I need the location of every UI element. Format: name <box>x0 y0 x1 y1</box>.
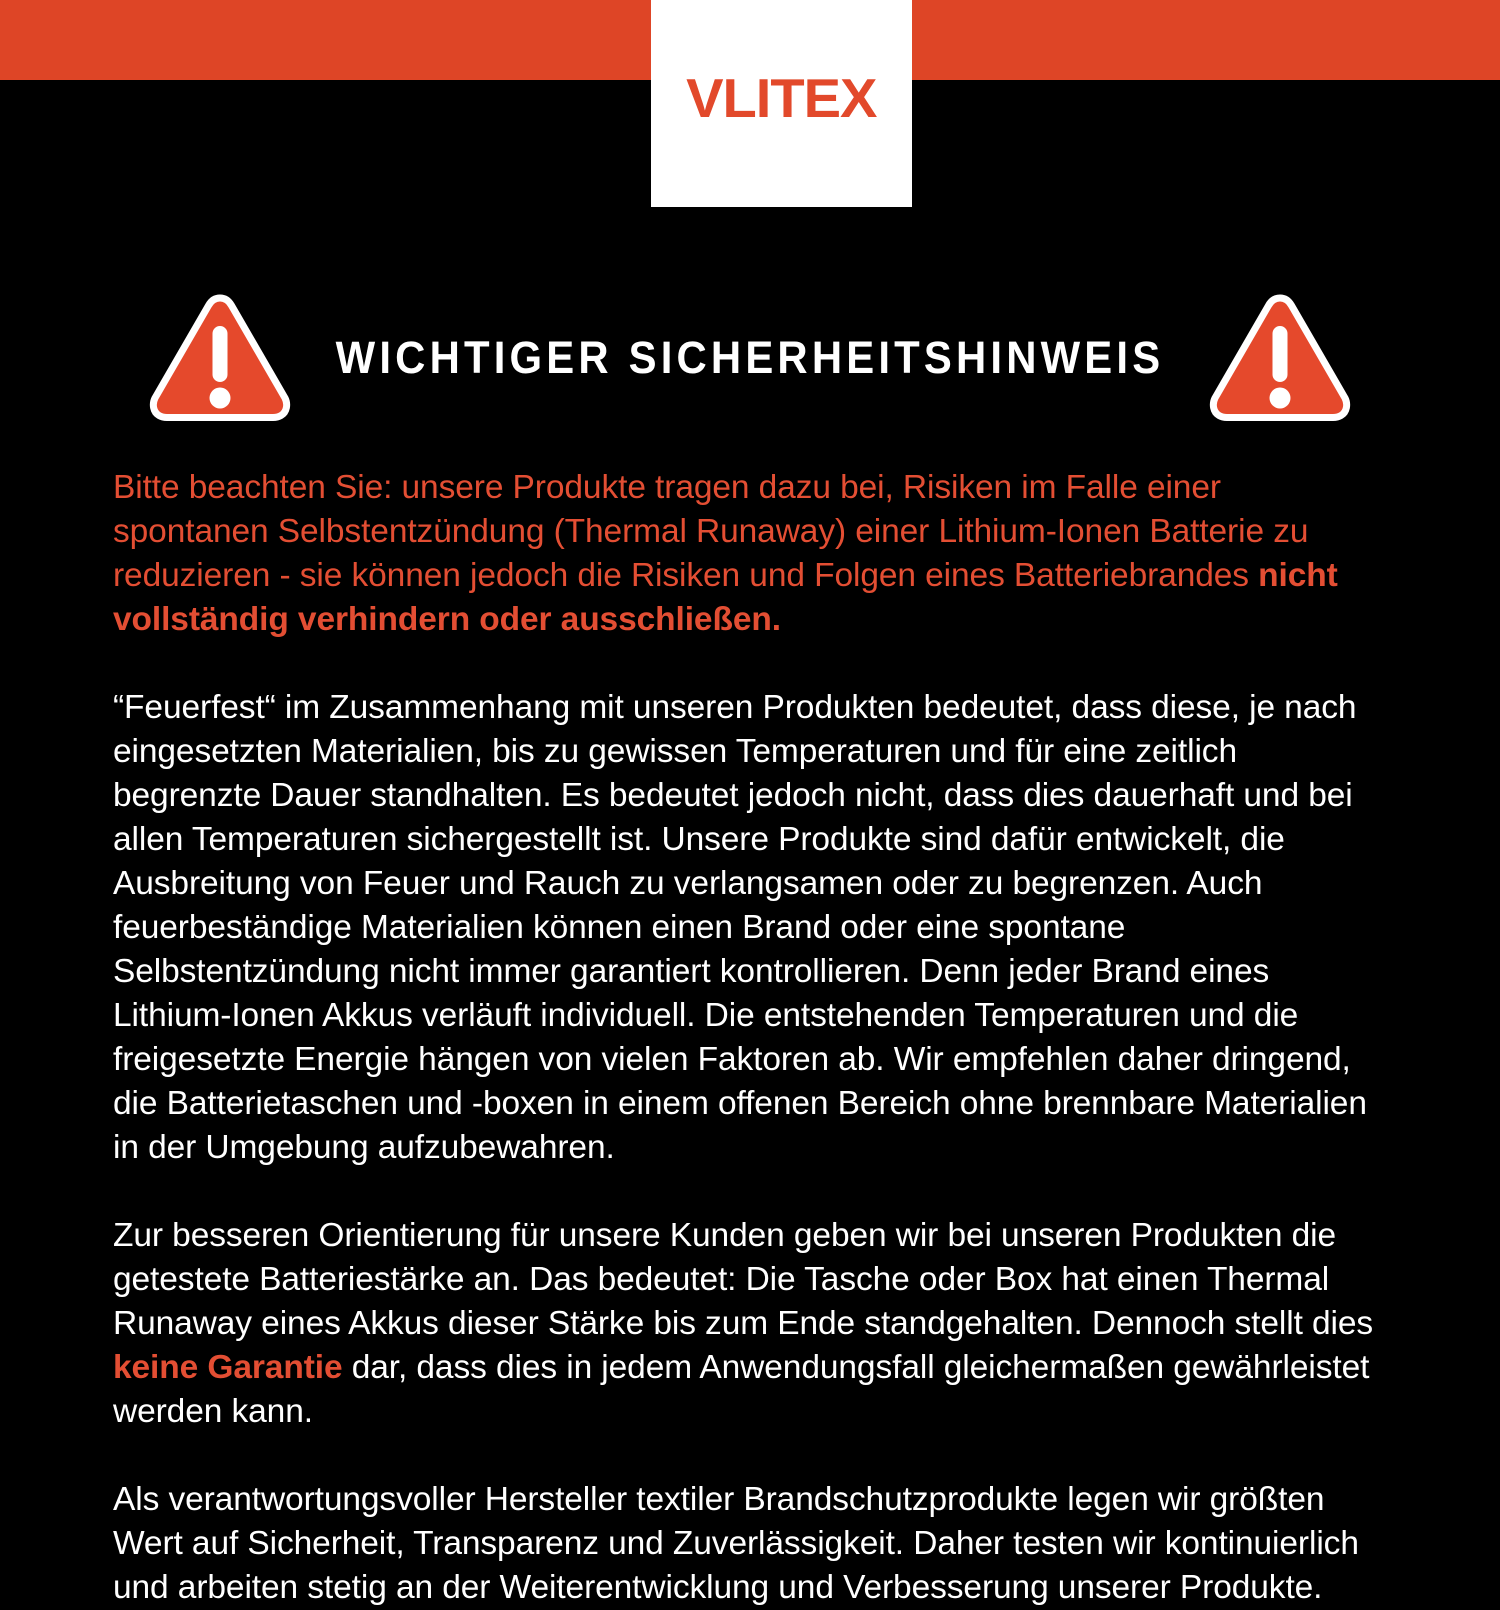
paragraph-rating <box>113 1214 1385 1434</box>
notice-body <box>113 466 1385 1610</box>
no-guarantee-highlight: keine Garantie <box>113 1349 343 1386</box>
brand-logo-text: VLITEX <box>686 67 877 129</box>
warning-triangle-icon <box>1205 288 1355 428</box>
brand-logo-box <box>651 0 912 207</box>
paragraph-rating-part2: dar, dass dies in jedem Anwendungsfall gleichermaßen gewährleistet werden kann. <box>113 1349 1370 1430</box>
alert-paragraph-normal: Bitte beachten Sie: unsere Produkte tragen dazu bei, Risiken im Falle einer spontanen Selbstentzündung (Thermal Runaway) einer Lithium-Ionen Batterie zu reduzieren - sie können jedoch die Risiken und Folgen eines Batteriebrandes <box>113 469 1309 594</box>
alert-paragraph <box>113 466 1385 642</box>
paragraph-commitment: Als verantwortungsvoller Hersteller textiler Brandschutzprodukte legen wir größten Wert auf Sicherheit, Transparenz und Zuverlässigkeit. Daher testen wir kontinuierlich und arbeiten stetig an der Weiterentwicklung und Verbesserung unserer Produkte. <box>113 1481 1359 1606</box>
heading-row <box>0 288 1500 433</box>
paragraph-definition: “Feuerfest“ im Zusammenhang mit unseren Produkten bedeutet, dass diese, je nach eingesetzten Materialien, bis zu gewissen Temperaturen und für eine zeitlich begrenzte Dauer standhalten. Es bedeutet jedoch nicht, dass dies dauerhaft und bei allen Temperaturen sichergestellt ist. Unsere Produkte sind dafür entwickelt, die Ausbreitung von Feuer und Rauch zu verlangsamen oder zu begrenzen. Auch feuerbeständige Materialien können einen Brand oder eine spontane Selbstentzündung nicht immer garantiert kontrollieren. Denn jeder Brand eines Lithium-Ionen Akkus verläuft individuell. Die entstehenden Temperaturen und die freigesetzte Energie hängen von vielen Faktoren ab. Wir empfehlen daher dringend, die Batterietaschen und -boxen in einem offenen Bereich ohne brennbare Materialien in der Umgebung aufzubewahren. <box>113 689 1367 1166</box>
paragraph-rating-part1: Zur besseren Orientierung für unsere Kunden geben wir bei unseren Produkten die getestete Batteriestärke an. Das bedeutet: Die Tasche oder Box hat einen Thermal Runaway eines Akkus dieser Stärke bis zum Ende standgehalten. Dennoch stellt dies <box>113 1217 1374 1342</box>
alert-paragraph-bold: nicht vollständig verhindern oder ausschließen. <box>113 557 1338 638</box>
page-title: WICHTIGER SICHERHEITSHINWEIS <box>335 332 1165 383</box>
